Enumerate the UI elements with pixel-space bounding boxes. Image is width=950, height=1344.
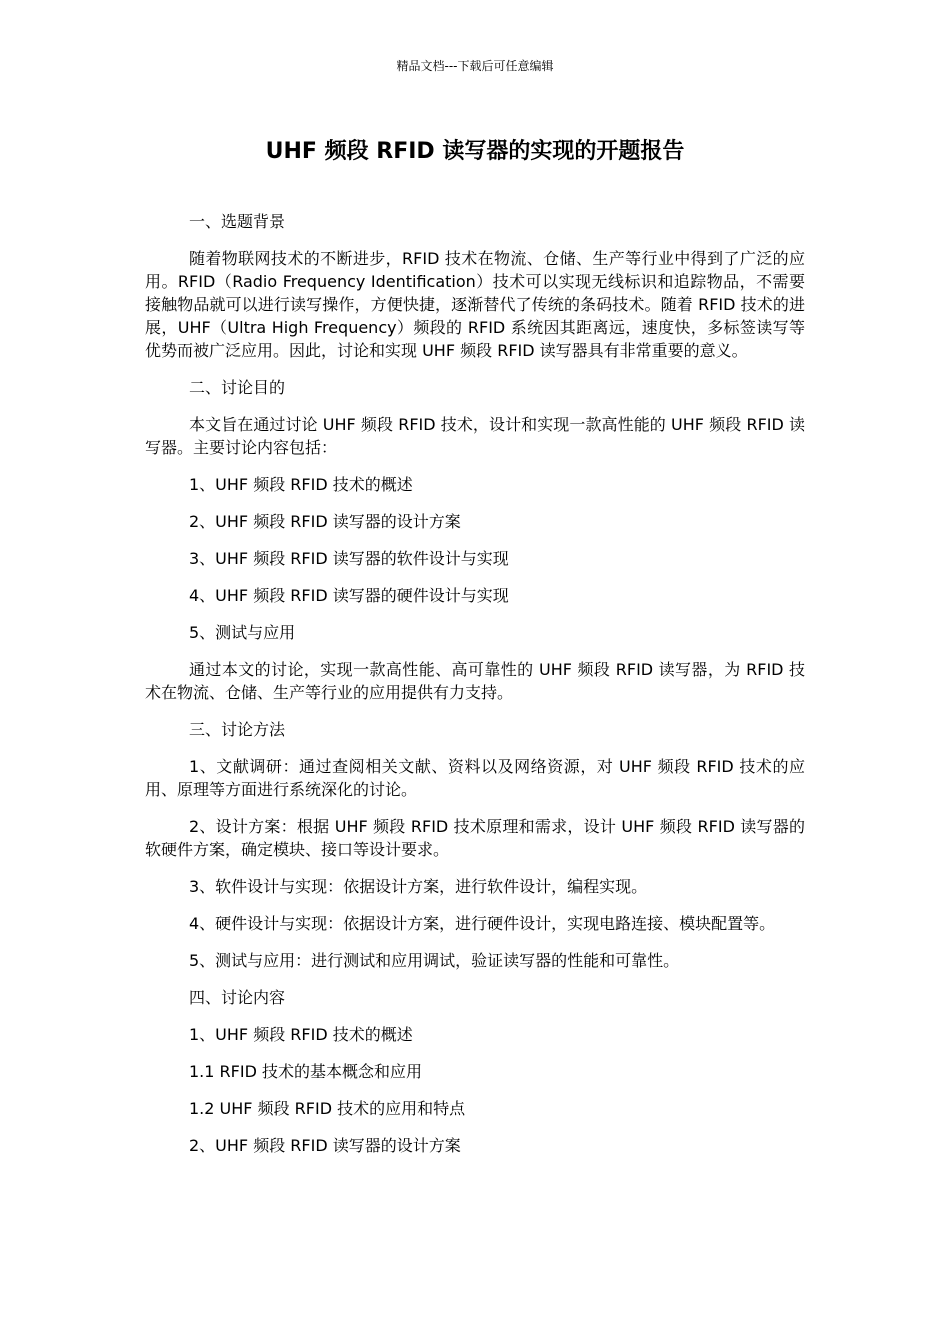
list-item: 4、硬件设计与实现：依据设计方案，进行硬件设计，实现电路连接、模块配置等。 — [189, 914, 776, 933]
section-heading-methods: 三、讨论方法 — [189, 720, 286, 739]
list-item: 5、测试与应用：进行测试和应用调试，验证读写器的性能和可靠性。 — [189, 951, 680, 970]
page-header: 精品文档---下载后可任意编辑 — [396, 59, 554, 73]
paragraph-summary: 通过本文的讨论，实现一款高性能、高可靠性的 UHF 频段 RFID 读写器，为 RFID 技术在物流、仓储、生产等行业的应用提供有力支持。 — [145, 660, 805, 702]
document-body — [145, 210, 805, 1171]
section-heading-purpose: 二、讨论目的 — [189, 378, 286, 397]
list-item: 1.2 UHF 频段 RFID 技术的应用和特点 — [189, 1099, 466, 1118]
paragraph-background: 随着物联网技术的不断进步，RFID 技术在物流、仓储、生产等行业中得到了广泛的应用。RFID（Radio Frequency Identification）技术可以实现无线标识和追踪物品，不需要接触物品就可以进行读写操作，方便快捷，逐渐替代了传统的条码技术。随着 RFID 技术的进展，UHF（Ultra High Frequency）频段的 RFID 系统因其距离远，速度快，多标签读写等优势而被广泛应用。因此，讨论和实现 UHF 频段 RFID 读写器具有非常重要的意义。 — [145, 249, 805, 360]
list-item: 2、设计方案：根据 UHF 频段 RFID 技术原理和需求，设计 UHF 频段 RFID 读写器的软硬件方案，确定模块、接口等设计要求。 — [145, 817, 805, 859]
list-item: 3、UHF 频段 RFID 读写器的软件设计与实现 — [189, 549, 509, 568]
list-item: 2、UHF 频段 RFID 读写器的设计方案 — [189, 512, 461, 531]
list-item: 1.1 RFID 技术的基本概念和应用 — [189, 1062, 422, 1081]
section-heading-content: 四、讨论内容 — [189, 988, 286, 1007]
document-title: UHF 频段 RFID 读写器的实现的开题报告 — [265, 139, 685, 164]
list-item: 3、软件设计与实现：依据设计方案，进行软件设计，编程实现。 — [189, 877, 648, 896]
list-item: 5、测试与应用 — [189, 623, 296, 642]
list-item: 1、UHF 频段 RFID 技术的概述 — [189, 1025, 413, 1044]
list-item: 4、UHF 频段 RFID 读写器的硬件设计与实现 — [189, 586, 509, 605]
list-item: 2、UHF 频段 RFID 读写器的设计方案 — [189, 1136, 461, 1155]
list-item: 1、UHF 频段 RFID 技术的概述 — [189, 475, 413, 494]
list-item: 1、文献调研：通过查阅相关文献、资料以及网络资源，对 UHF 频段 RFID 技术的应用、原理等方面进行系统深化的讨论。 — [145, 757, 805, 799]
paragraph-purpose: 本文旨在通过讨论 UHF 频段 RFID 技术，设计和实现一款高性能的 UHF 频段 RFID 读写器。主要讨论内容包括： — [145, 415, 805, 457]
section-heading-background: 一、选题背景 — [189, 212, 286, 231]
